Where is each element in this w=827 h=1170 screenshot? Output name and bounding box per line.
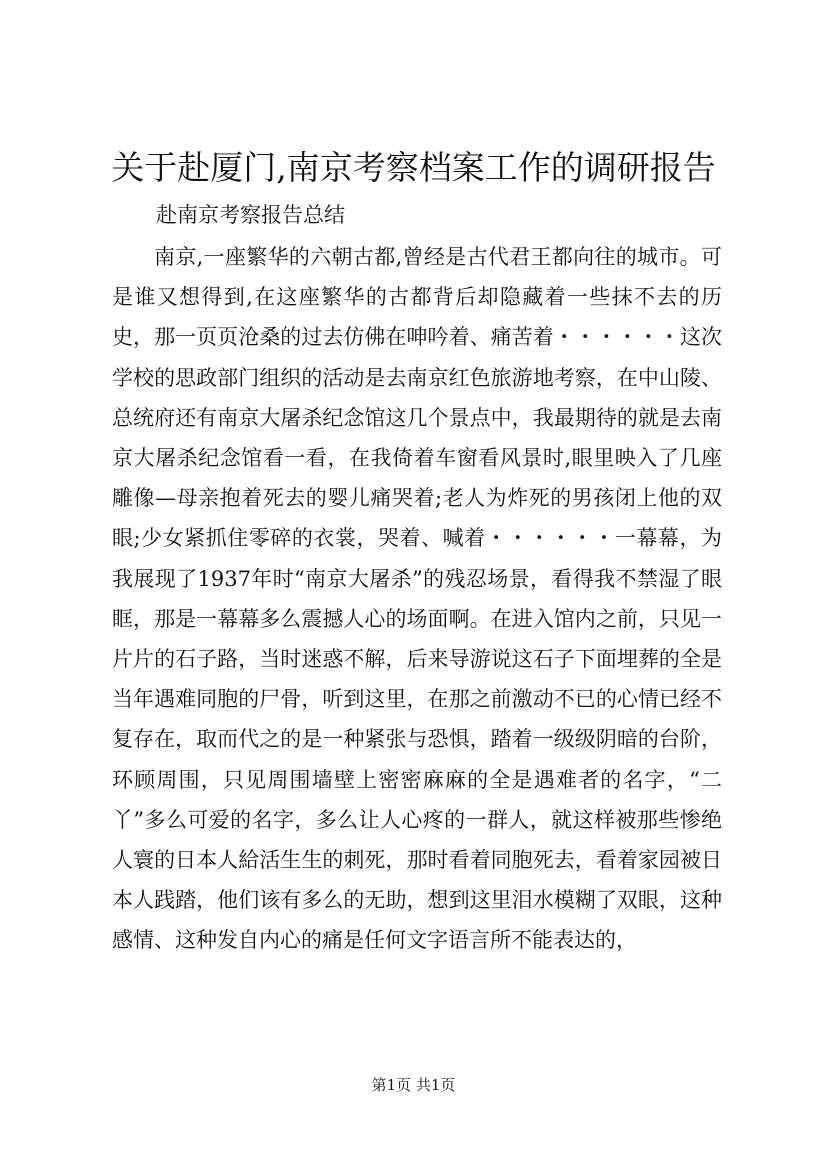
- body-paragraph: 南京,一座繁华的六朝古都,曾经是古代君王都向往的城市。可是谁又想得到,在这座繁华的古都背后却隐藏着一些抹不去的历史，那一页页沧桑的过去仿佛在呻吟着、痛苦着・・・・・・这次学校的思政部门组织的活动是去南京红色旅游地考察，在中山陵、总统府还有南京大屠杀纪念馆这几个景点中，我最期待的就是去南京大屠杀纪念馆看一看，在我倚着车窗看风景时,眼里映入了几座雕像—母亲抱着死去的婴儿痛哭着;老人为炸死的男孩闭上他的双眼;少女紧抓住零碎的衣裳，哭着、喊着・・・・・・一幕幕，为我展现了1937年时“南京大屠杀”的残忍场景，看得我不禁湿了眼眶，那是一幕幕多么震撼人心的场面啊。在进入馆内之前，只见一片片的石子路，当时迷惑不解，后来导游说这石子下面埋葬的全是当年遇难同胞的尸骨，听到这里，在那之前激动不已的心情已经不复存在，取而代之的是一种紧张与恐惧，踏着一级级阴暗的台阶，环顾周围，只见周围墙壁上密密麻麻的全是遇难者的名字，“二丫”多么可爱的名字，多么让人心疼的一群人，就这样被那些惨绝人寰的日本人給活生生的刺死，那时看着同胞死去，看着家园被日本人践踏，他们该有多么的无助，想到这里泪水模糊了双眼，这种感情、这种发自内心的痛是任何文字语言所不能表达的，: [112, 245, 722, 953]
- page-footer: 第1页 共1页: [371, 1076, 456, 1094]
- document-title: 关于赴厦门,南京考察档案工作的调研报告: [111, 148, 716, 187]
- document-subtitle: 赴南京考察报告总结: [156, 203, 345, 227]
